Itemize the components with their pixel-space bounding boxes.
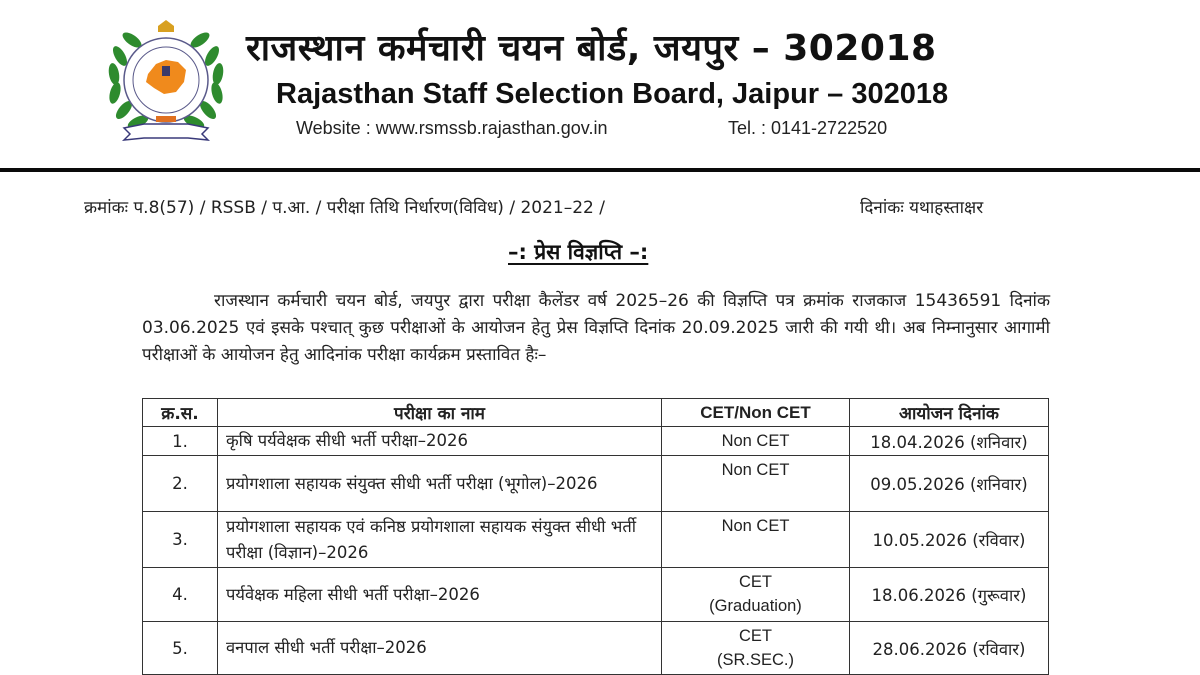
row-exam-name: पर्यवेक्षक महिला सीधी भर्ती परीक्षा–2026 [218, 568, 662, 622]
table-row [143, 512, 1049, 568]
row-exam-name: कृषि पर्यवेक्षक सीधी भर्ती परीक्षा–2026 [218, 427, 662, 456]
table-row [143, 622, 1049, 675]
notice-paragraph-text: राजस्थान कर्मचारी चयन बोर्ड, जयपुर द्वारा परीक्षा कैलेंडर वर्ष 2025–26 की विज्ञप्ति पत्र क्रमांक राजकाज 15436591 दिनांक 03.06.2025 एवं इसके पश्चात् कुछ परीक्षाओं के आयोजन हेतु प्रेस विज्ञप्ति दिनांक 20.09.2025 जारी की गयी थी। अब निम्नानुसार आगामी परीक्षाओं के आयोजन हेतु आदिनांक परीक्षा कार्यक्रम प्रस्तावित हैः– [142, 291, 1050, 365]
press-release-heading: –: प्रेस विज्ञप्ति –: [508, 240, 649, 264]
row-cet-type: Non CET [721, 432, 790, 450]
notice-paragraph [142, 288, 1050, 369]
header-serial: क्र.स. [143, 399, 218, 427]
row-cet [662, 622, 850, 675]
row-serial: 1. [143, 427, 218, 456]
rssb-emblem-icon [104, 16, 228, 146]
row-cet-type: CET [739, 573, 772, 591]
row-date: 18.04.2026 (शनिवार) [850, 427, 1049, 456]
row-cet-type: CET [739, 627, 772, 645]
row-date: 09.05.2026 (शनिवार) [850, 456, 1049, 512]
row-serial: 5. [143, 622, 218, 675]
row-cet [662, 456, 850, 512]
exam-schedule-table [142, 398, 1049, 675]
row-cet-qualification: (SR.SEC.) [716, 651, 794, 669]
table-row [143, 456, 1049, 512]
header-divider [0, 168, 1200, 172]
row-date: 18.06.2026 (गुरूवार) [850, 568, 1049, 622]
row-cet [662, 512, 850, 568]
row-serial: 2. [143, 456, 218, 512]
table-row [143, 568, 1049, 622]
header-cet: CET/Non CET [662, 399, 850, 427]
board-title-english: Rajasthan Staff Selection Board, Jaipur – 302018 [276, 78, 949, 110]
table-row [143, 427, 1049, 456]
row-serial: 3. [143, 512, 218, 568]
table-header-row [143, 399, 1049, 427]
row-serial: 4. [143, 568, 218, 622]
board-title-hindi: राजस्थान कर्मचारी चयन बोर्ड, जयपुर – 302018 [246, 28, 937, 69]
reference-number: क्रमांकः प.8(57) / RSSB / प.आ. / परीक्षा तिथि निर्धारण(विविध) / 2021–22 / [84, 198, 605, 218]
row-cet-type: Non CET [721, 517, 790, 535]
website-link[interactable]: Website : www.rsmssb.rajasthan.gov.in [296, 118, 608, 138]
header-exam-name: परीक्षा का नाम [218, 399, 662, 427]
row-date: 28.06.2026 (रविवार) [850, 622, 1049, 675]
row-cet [662, 568, 850, 622]
header-date: आयोजन दिनांक [850, 399, 1049, 427]
row-exam-name: प्रयोगशाला सहायक संयुक्त सीधी भर्ती परीक्षा (भूगोल)–2026 [218, 456, 662, 512]
row-date: 10.05.2026 (रविवार) [850, 512, 1049, 568]
telephone-number: Tel. : 0141-2722520 [728, 118, 888, 138]
row-cet-qualification: (Graduation) [709, 597, 802, 615]
row-exam-name: प्रयोगशाला सहायक एवं कनिष्ठ प्रयोगशाला सहायक संयुक्त सीधी भर्ती परीक्षा (विज्ञान)–2026 [218, 512, 662, 568]
row-cet [662, 427, 850, 456]
row-exam-name: वनपाल सीधी भर्ती परीक्षा–2026 [218, 622, 662, 675]
row-cet-type: Non CET [721, 461, 790, 479]
reference-date: दिनांकः यथाहस्ताक्षर [860, 198, 984, 218]
